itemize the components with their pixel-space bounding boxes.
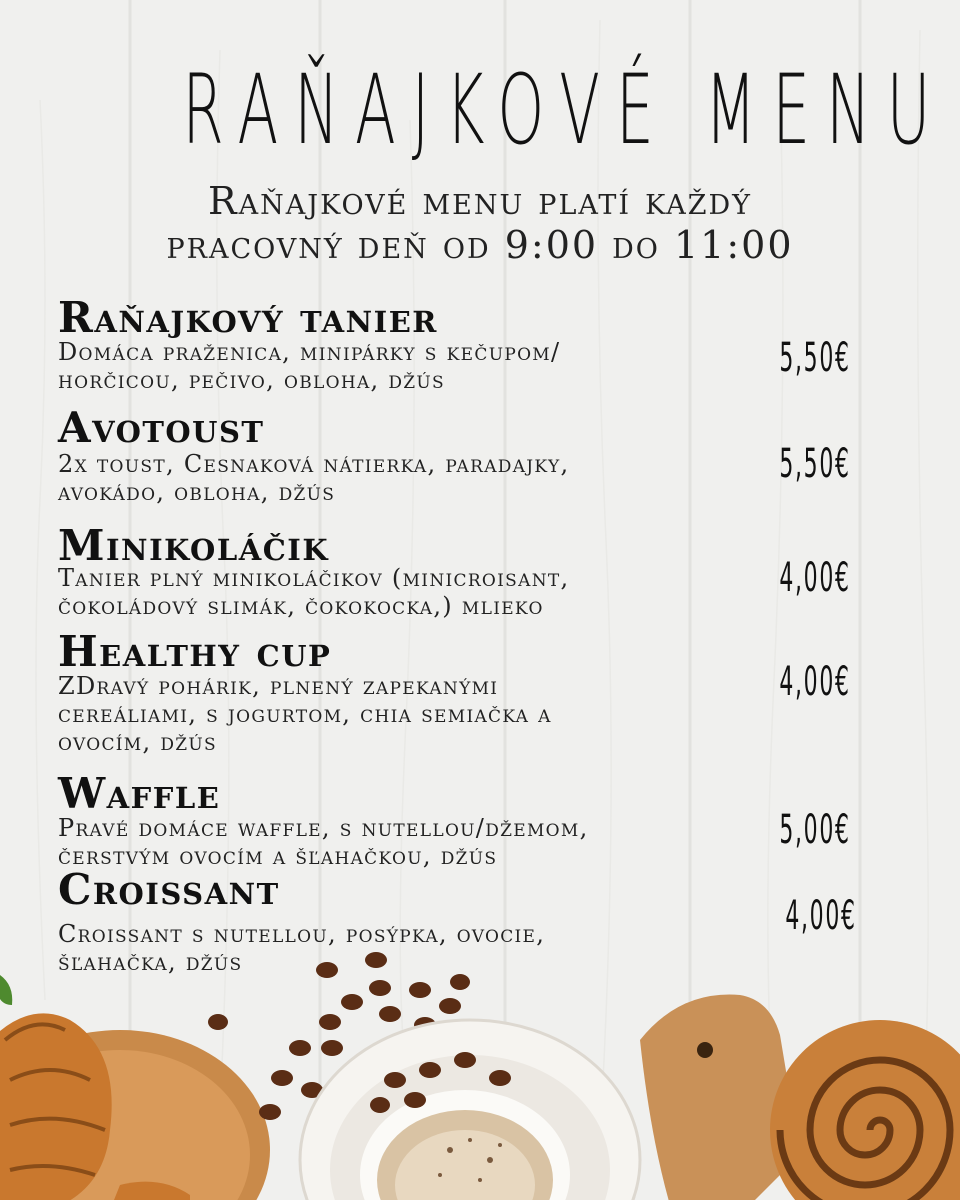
subtitle-line-2: pracovný deň od 9:00 do 11:00 bbox=[166, 223, 794, 267]
subtitle-line-1: Raňajkové menu platí každý bbox=[208, 179, 752, 223]
menu-item-price: 5,50€ bbox=[779, 441, 851, 487]
breakfast-illustration bbox=[0, 940, 960, 1200]
menu-item-description: Croissant s nutellou, posýpka, ovocie, šľahačka, džús bbox=[58, 920, 546, 976]
coffee-cup-icon bbox=[300, 1020, 640, 1200]
menu-item-name: Healthy cup bbox=[58, 627, 332, 676]
leaf-icon bbox=[0, 975, 12, 1005]
menu-item-name: Raňajkový tanier bbox=[58, 293, 438, 342]
menu-item-price: 4,00€ bbox=[779, 555, 851, 601]
menu-item-description: ZDravý pohárik, plnený zapekanými cereáliami, s jogurtom, chia semiačka a ovocím, džús bbox=[58, 672, 552, 756]
menu-item-description: Pravé domáce waffle, s nutellou/džemom, čerstvým ovocím a šľahačkou, džús bbox=[58, 814, 589, 870]
menu-item-name: Minikoláčik bbox=[58, 521, 330, 570]
menu-item-description: 2x toust, Cesnaková nátierka, paradajky, avokádo, obloha, džús bbox=[58, 450, 570, 506]
menu-item-name: Waffle bbox=[58, 769, 221, 818]
menu-item-price: 4,00€ bbox=[779, 659, 851, 705]
menu-item-name: Croissant bbox=[58, 865, 280, 914]
menu-item-price: 4,00€ bbox=[785, 893, 857, 939]
page-title: RAŇAJKOVÉ MENU bbox=[182, 54, 947, 166]
menu-item-description: Domáca praženica, minipárky s kečupom/ horčicou, pečivo, obloha, džús bbox=[58, 338, 561, 394]
menu-item-description: Tanier plný minikoláčikov (minicroisant, čokoládový slimák, čokokocka,) mlieko bbox=[58, 564, 570, 620]
menu-item-name: Avotoust bbox=[58, 403, 265, 452]
menu-item-price: 5,50€ bbox=[779, 335, 851, 381]
cinnamon-roll-icon bbox=[770, 1020, 960, 1200]
menu-item-price: 5,00€ bbox=[779, 807, 851, 853]
